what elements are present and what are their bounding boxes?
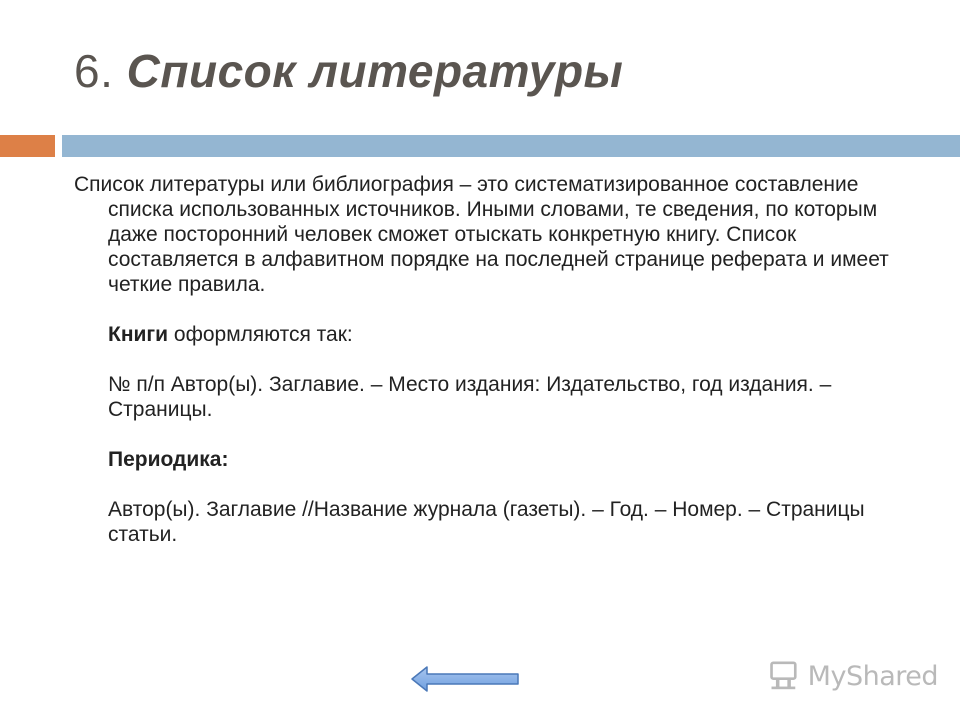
title-number: 6. <box>74 45 114 97</box>
periodicals-heading: Периодика: <box>108 448 229 471</box>
title-text: Список литературы <box>126 45 624 97</box>
books-rest: оформляются так: <box>168 323 353 346</box>
books-format: № п/п Автор(ы). Заглавие. – Место издания: Издательство, год издания. – Страницы. <box>108 373 832 421</box>
watermark <box>768 656 938 696</box>
arrow-left-icon <box>410 664 522 694</box>
slide-title <box>74 44 623 98</box>
myshared-logo-icon <box>768 658 800 694</box>
books-label: Книги <box>108 323 169 346</box>
back-button[interactable] <box>410 664 522 694</box>
slide-body <box>74 172 894 547</box>
books-heading <box>74 322 894 347</box>
intro-paragraph: Список литературы или библиография – это систематизированное составление списка использованных источников. Иными словами, те сведения, по которым даже посторонний человек сможет отыскать конкретную книгу. Список составляется в алфавитном порядке на последней странице реферата и имеет четкие правила. <box>74 173 889 296</box>
accent-bar-blue <box>62 135 960 157</box>
periodicals-format: Автор(ы). Заглавие //Название журнала (газеты). – Год. – Номер. – Страницы статьи. <box>108 498 865 546</box>
watermark-text: MyShared <box>807 660 938 692</box>
accent-bar-orange <box>0 135 55 157</box>
